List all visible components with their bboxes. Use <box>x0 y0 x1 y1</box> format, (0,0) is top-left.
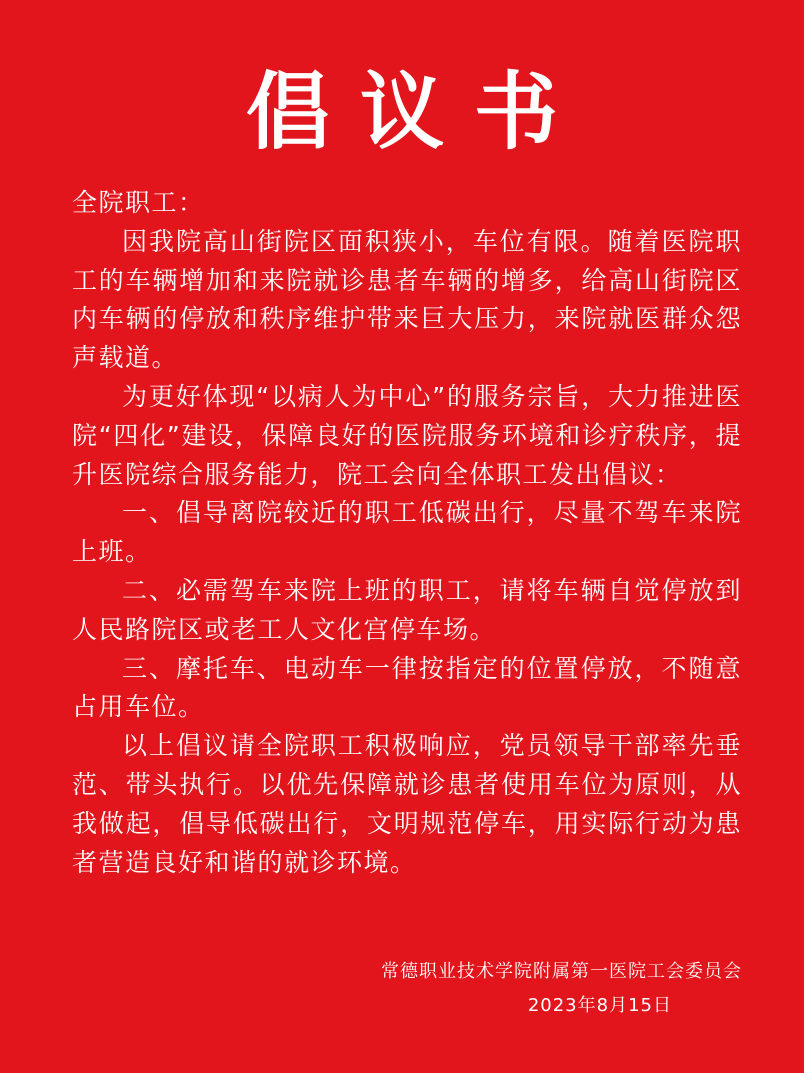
paragraph-purpose: 为更好体现“以病人为中心”的服务宗旨，大力推进医院“四化”建设，保障良好的医院服务环境和诊疗秩序，提升医院综合服务能力，院工会向全体职工发出倡议： <box>72 381 742 489</box>
paragraph-item-three: 三、摩托车、电动车一律按指定的位置停放，不随意占用车位。 <box>72 653 742 722</box>
paragraph-item-one: 一、倡导离院较近的职工低碳出行，尽量不驾车来院上班。 <box>72 498 742 567</box>
paragraph-background: 因我院高山街院区面积狭小，车位有限。随着医院职工的车辆增加和来院就诊患者车辆的增多，给高山街院区内车辆的停放和秩序维护带来巨大压力，来院就医群众怨声载道。 <box>72 226 742 373</box>
document-body <box>72 184 742 882</box>
signature-block <box>381 955 742 1023</box>
paragraph-item-two: 二、必需驾车来院上班的职工，请将车辆自觉停放到人民路院区或老工人文化宫停车场。 <box>72 575 742 644</box>
salutation: 全院职工： <box>72 188 205 217</box>
document-title: 倡议书 <box>245 63 588 161</box>
signature-organization: 常德职业技术学院附属第一医院工会委员会 <box>381 961 742 982</box>
signature-date: 2023年8月15日 <box>527 995 672 1016</box>
paragraph-closing: 以上倡议请全院职工积极响应，党员领导干部率先垂范、带头执行。以优先保障就诊患者使用车位为原则，从我做起，倡导低碳出行，文明规范停车，用实际行动为患者营造良好和谐的就诊环境。 <box>72 731 742 877</box>
